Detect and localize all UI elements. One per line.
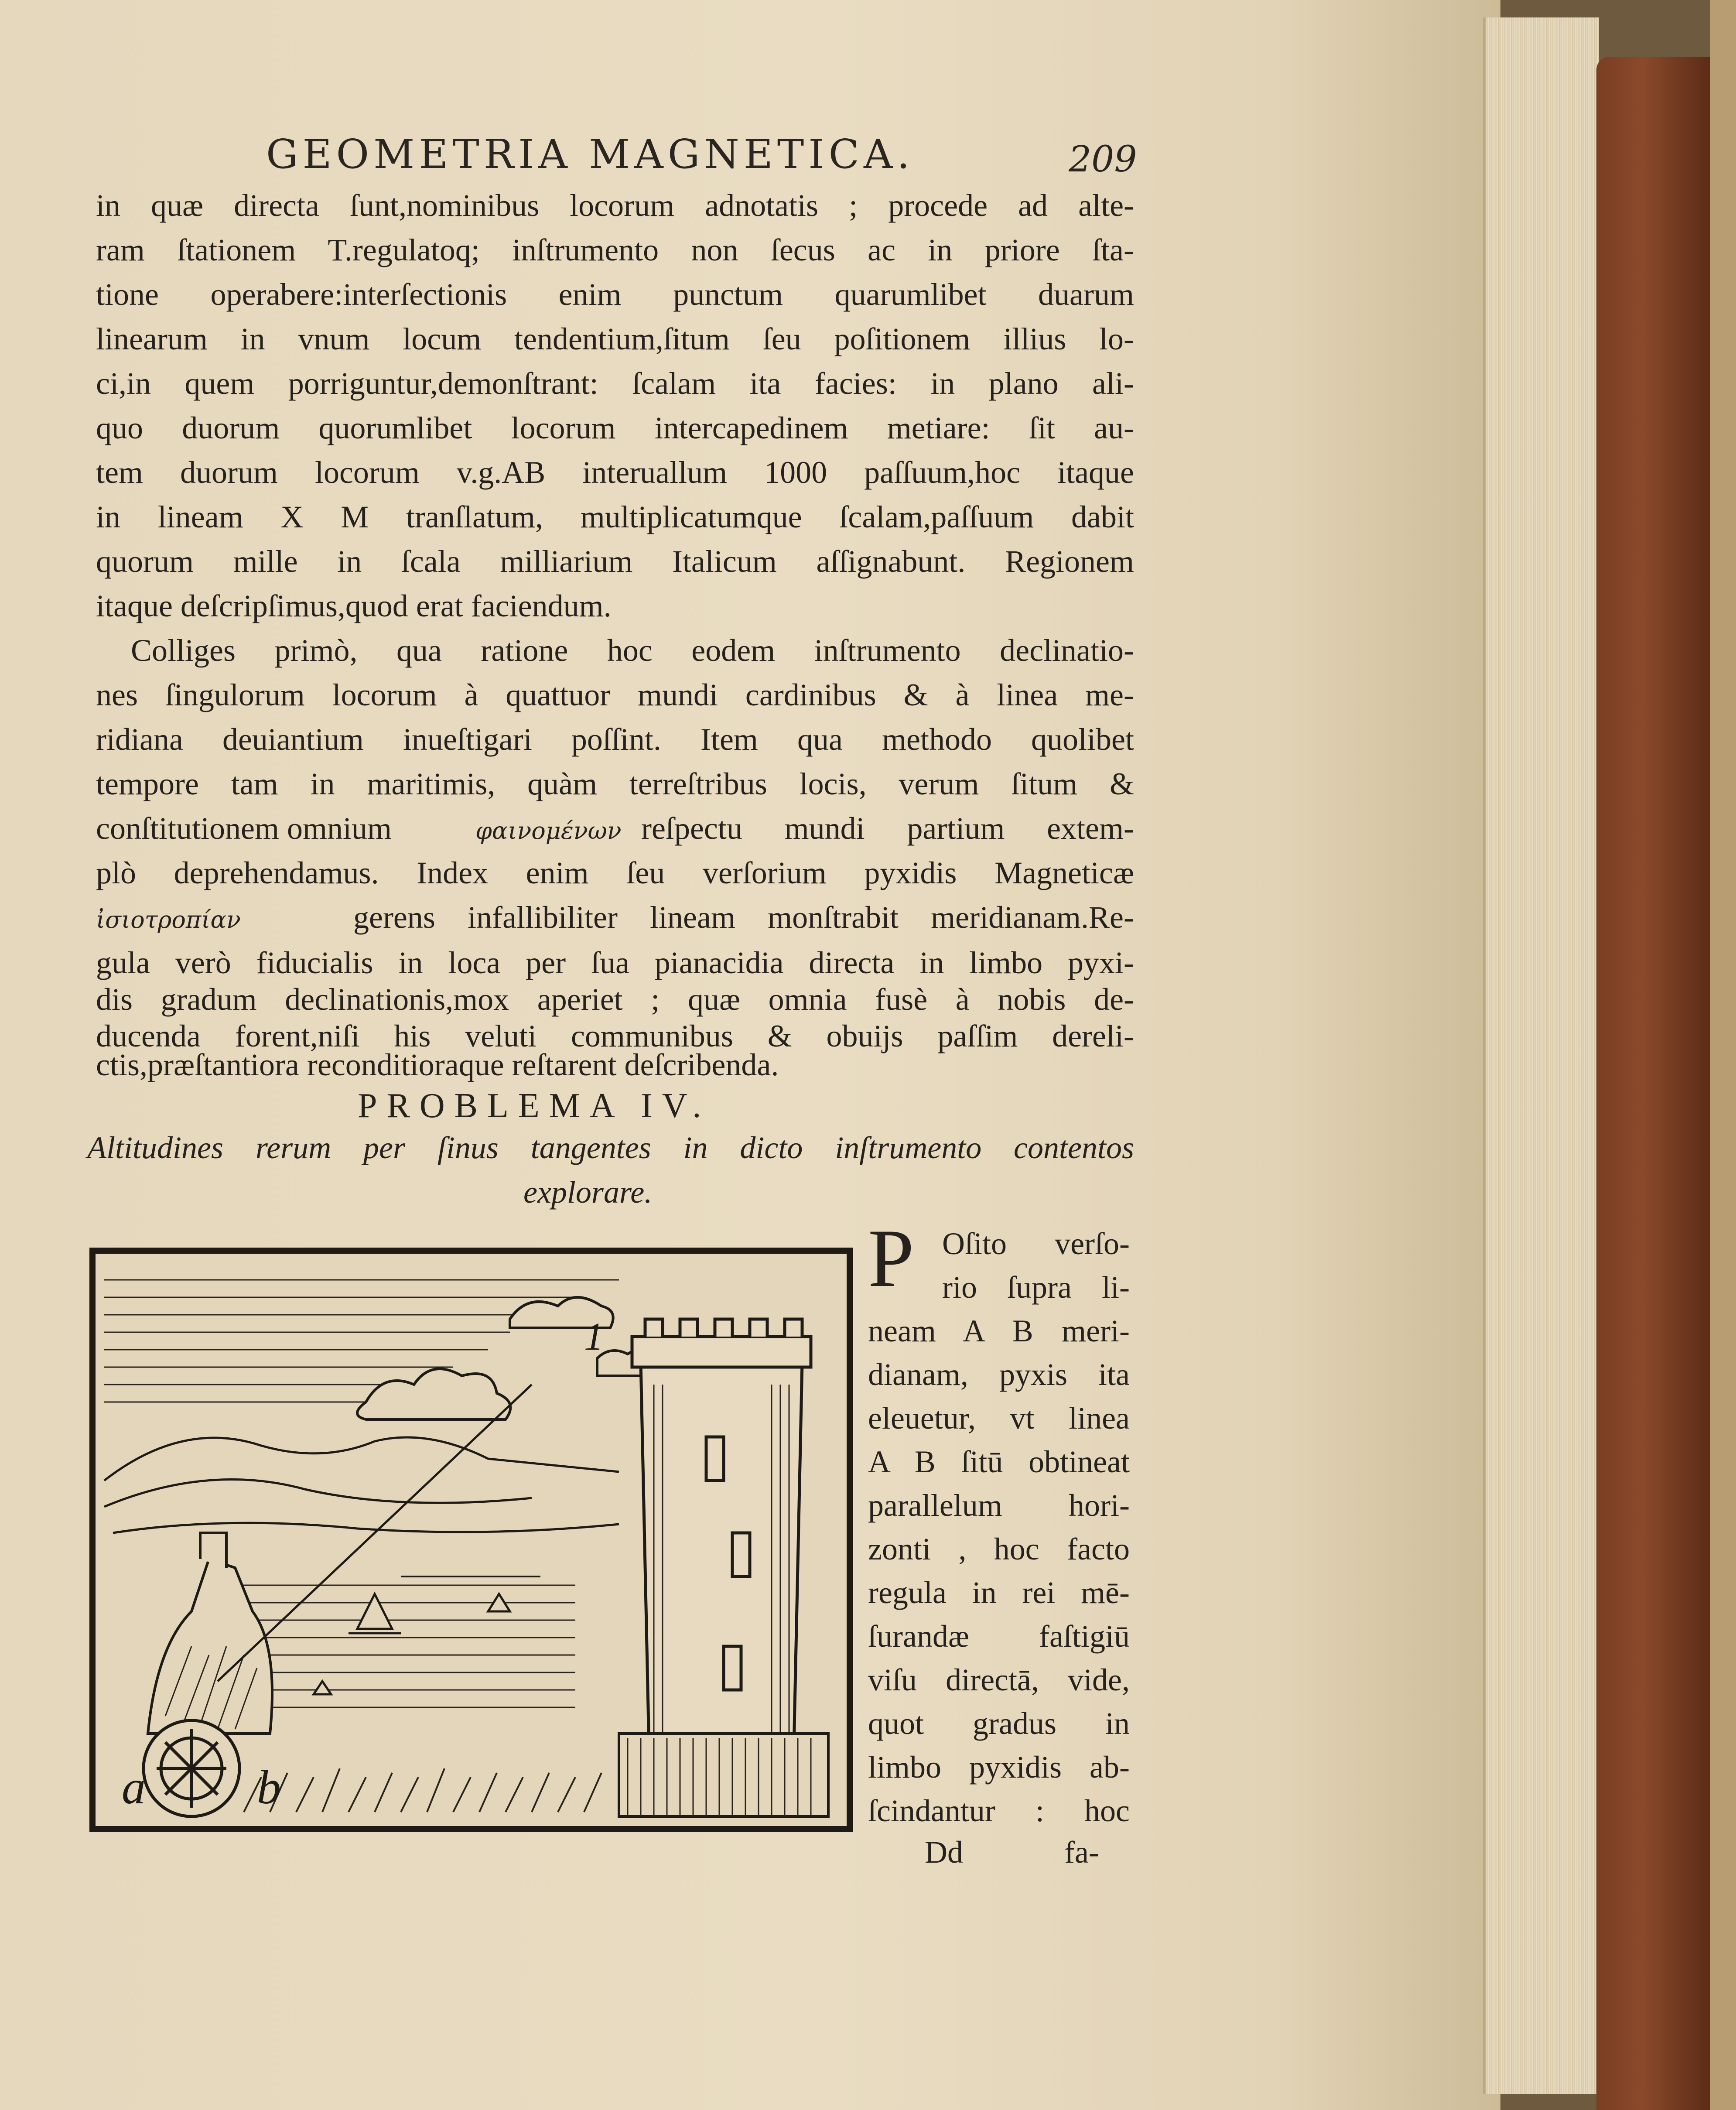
right-column-line: limbo pyxidis ab- [868,1750,1130,1785]
cloud-shapes [357,1297,657,1419]
greek-word [475,810,622,847]
leather-cover [1596,57,1710,2110]
body-line: ctis,præſtantiora reconditioraque reſtarent deſcribenda. [96,1047,779,1082]
catchword: fa- [1064,1835,1099,1870]
body-line: in quæ directa ſunt,nominibus locorum adnotatis ; procede ad alte- [96,188,1134,223]
body-line: conſtitutionem omnium [96,811,392,846]
page-fore-edge [1483,17,1599,2094]
running-head: GEOMETRIA MAGNETICA. [266,131,914,178]
tower-base [619,1734,828,1816]
cliff-castle [148,1533,272,1734]
body-line: quorum mille in ſcala milliarium Italicum aſſignabunt. Regionem [96,544,1134,579]
signature-mark: Dd [925,1835,963,1870]
greek-text: φαινομένων [475,817,622,845]
body-line: ci,in quem porriguntur,demonſtrant: ſcalam ita facies: in plano ali- [96,366,1134,401]
body-line: nes ſingulorum locorum à quattuor mundi cardinibus & à linea me- [96,677,1134,712]
right-column-line: Oſito verſo- [942,1226,1130,1261]
right-column-line: quot gradus in [868,1706,1130,1741]
woodcut-label-a: a [122,1761,146,1814]
background-strip [1710,0,1736,2110]
compass-icon [144,1720,239,1816]
page-number: 209 [1069,139,1137,180]
mountain-ridges [104,1437,619,1533]
woodcut-label-1: 1 [584,1315,604,1358]
body-line: ducenda forent,niſi his veluti communibus & obuijs paſſim dereli- [96,1019,1134,1053]
right-column-line: dianam, pyxis ita [868,1357,1130,1392]
body-line: gerens infallibiliter lineam monſtrabit meridianam.Re- [353,900,1134,935]
greek-text: ἰσιοτροπίαν [96,906,241,934]
body-line: tem duorum locorum v.g.AB interuallum 1000 paſſuum,hoc itaque [96,455,1134,490]
problem-subtitle: Altitudines rerum per ſinus tangentes in dicto inſtrumento contentos [87,1130,1134,1165]
right-column-line: A B ſitū obtineat [868,1444,1130,1479]
body-line: ridiana deuiantium inueſtigari poſſint. Item qua methodo quolibet [96,722,1134,757]
right-column-line: neam A B meri- [868,1313,1130,1348]
body-line: tempore tam in maritimis, quàm terreſtribus locis, verum ſitum & [96,766,1134,801]
body-line: itaque deſcripſimus,quod erat faciendum. [96,588,612,623]
woodcut-label-b: b [257,1761,281,1814]
greek-word [96,899,241,936]
tower [632,1319,811,1768]
sky-hatching [104,1280,619,1402]
right-column-line: rio ſupra li- [942,1270,1130,1305]
body-line: tione operabere:interſectionis enim punctum quarumlibet duarum [96,277,1134,312]
right-column-line: ſcindantur : hoc [868,1793,1130,1828]
right-column-line: viſu directā, vide, [868,1662,1130,1697]
right-column-line: parallelum hori- [868,1488,1130,1523]
woodcut-drawing [96,1254,847,1826]
woodcut-illustration [89,1248,853,1832]
right-column-line: zonti , hoc facto [868,1532,1130,1566]
body-line: reſpectu mundi partium extem- [641,811,1134,846]
body-line: Colliges primò, qua ratione hoc eodem inſtrumento declinatio- [131,633,1134,668]
problem-heading: PROBLEMA IV. [358,1087,711,1125]
body-line: dis gradum declinationis,mox aperiet ; quæ omnia fusè à nobis de- [96,982,1134,1017]
right-column-line: ſurandæ faſtigiū [868,1619,1130,1654]
drop-cap: P [868,1213,914,1304]
body-line: in lineam X M tranſlatum, multiplicatumque ſcalam,paſſuum dabit [96,499,1134,534]
ship-icons [314,1594,510,1694]
problem-subtitle-continued: explorare. [523,1175,653,1210]
body-line: linearum in vnum locum tendentium,ſitum ſeu poſitionem illius lo- [96,321,1134,356]
right-column-line: regula in rei mē- [868,1575,1130,1610]
body-line: gula verò fiducialis in loca per ſua pianacidia directa in limbo pyxi- [96,945,1134,980]
ground-hatching [244,1768,601,1812]
body-line: plò deprehendamus. Index enim ſeu verſorium pyxidis Magneticæ [96,855,1134,890]
right-column-line: eleuetur, vt linea [868,1401,1130,1436]
body-line: ram ſtationem T.regulatoq; inſtrumento non ſecus ac in priore ſta- [96,233,1134,267]
body-line: quo duorum quorumlibet locorum intercapedinem metiare: ſit au- [96,410,1134,445]
